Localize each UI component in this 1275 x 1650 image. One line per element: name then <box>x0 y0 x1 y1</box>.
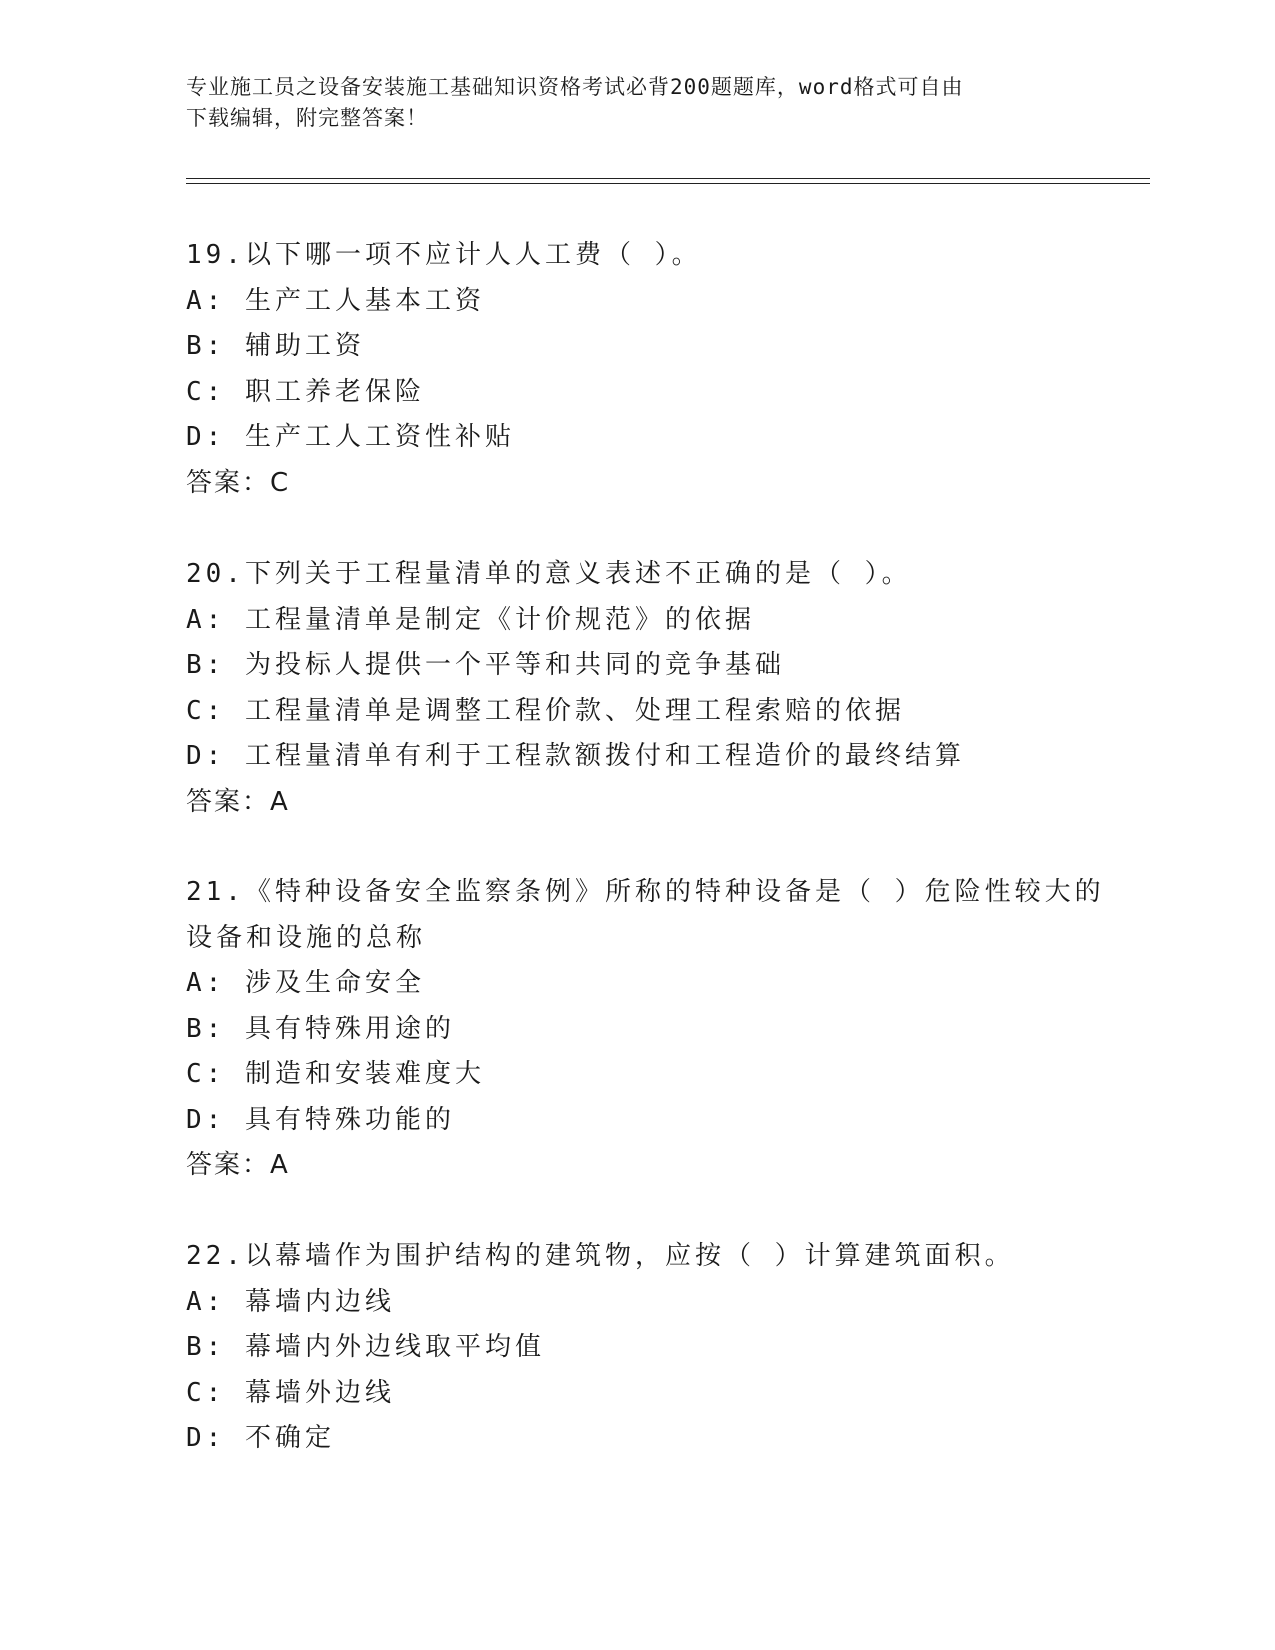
option-c: C: 工程量清单是调整工程价款、处理工程索赔的依据 <box>186 695 905 726</box>
option-c: C: 制造和安装难度大 <box>186 1059 485 1089</box>
question-22 <box>186 1234 1146 1462</box>
question-stem: 20.下列关于工程量清单的意义表述不正确的是（ ）。 <box>186 559 912 589</box>
answer: 答案：A <box>186 1150 290 1180</box>
option-b: B: 幕墙内外边线取平均值 <box>186 1332 545 1362</box>
question-stem-continued: 设备和设施的总称 <box>186 922 427 953</box>
option-d: D: 具有特殊功能的 <box>186 1104 455 1135</box>
document-header <box>186 72 1086 134</box>
option-b: B: 具有特殊用途的 <box>186 1013 455 1044</box>
option-a: A: 生产工人基本工资 <box>186 285 485 316</box>
option-d: D: 不确定 <box>186 1423 335 1453</box>
question-stem: 22.以幕墙作为围护结构的建筑物，应按（ ）计算建筑面积。 <box>186 1241 1015 1271</box>
question-stem: 21.《特种设备安全监察条例》所称的特种设备是（ ）危险性较大的 <box>186 877 1105 907</box>
header-line-1: 专业施工员之设备安装施工基础知识资格考试必背200题题库，word格式可自由 <box>186 75 964 99</box>
option-a: A: 工程量清单是制定《计价规范》的依据 <box>186 604 755 635</box>
option-c: C: 职工养老保险 <box>186 376 425 407</box>
option-d: D: 工程量清单有利于工程款额拨付和工程造价的最终结算 <box>186 741 965 771</box>
question-21 <box>186 870 1146 1189</box>
option-c: C: 幕墙外边线 <box>186 1377 395 1408</box>
option-a: A: 涉及生命安全 <box>186 968 425 998</box>
question-19 <box>186 233 1146 506</box>
option-a: A: 幕墙内边线 <box>186 1286 395 1317</box>
option-b: B: 辅助工资 <box>186 331 365 361</box>
option-b: B: 为投标人提供一个平等和共同的竞争基础 <box>186 650 785 680</box>
header-line-2: 下载编辑，附完整答案！ <box>186 106 428 130</box>
header-divider-bottom <box>186 183 1150 184</box>
answer: 答案：C <box>186 467 291 498</box>
answer: 答案：A <box>186 786 290 817</box>
question-20 <box>186 552 1146 825</box>
option-d: D: 生产工人工资性补贴 <box>186 422 515 452</box>
header-divider-top <box>186 178 1150 179</box>
question-stem: 19.以下哪一项不应计人人工费（ ）。 <box>186 240 702 270</box>
